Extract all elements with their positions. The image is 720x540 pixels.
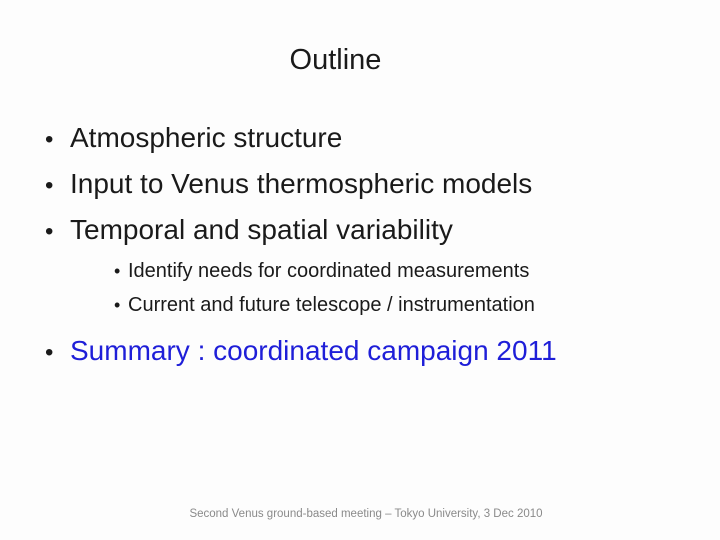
sub-bullet-text: Current and future telescope / instrumentation <box>128 294 535 316</box>
sub-bullet-item <box>114 292 535 318</box>
slide-title: Outline <box>289 44 382 76</box>
bullet-text: Input to Venus thermospheric models <box>70 168 533 199</box>
bullet-text: Atmospheric structure <box>70 122 343 153</box>
slide-footer: Second Venus ground-based meeting – Tokyo University, 3 Dec 2010 <box>189 508 543 520</box>
bullet-icon: • <box>45 126 54 153</box>
sub-bullet-item <box>114 258 529 284</box>
bullet-icon: • <box>45 218 54 245</box>
summary-text: Summary : coordinated campaign 2011 <box>70 335 557 366</box>
bullet-item-summary <box>45 334 557 370</box>
bullet-icon: • <box>45 172 54 199</box>
bullet-icon: • <box>114 261 121 281</box>
sub-bullet-text: Identify needs for coordinated measurements <box>128 260 530 282</box>
bullet-icon: • <box>114 295 121 315</box>
bullet-item <box>45 121 342 157</box>
bullet-icon: • <box>45 339 54 366</box>
bullet-text: Temporal and spatial variability <box>70 214 453 245</box>
bullet-item <box>45 167 532 203</box>
bullet-item <box>45 213 453 249</box>
